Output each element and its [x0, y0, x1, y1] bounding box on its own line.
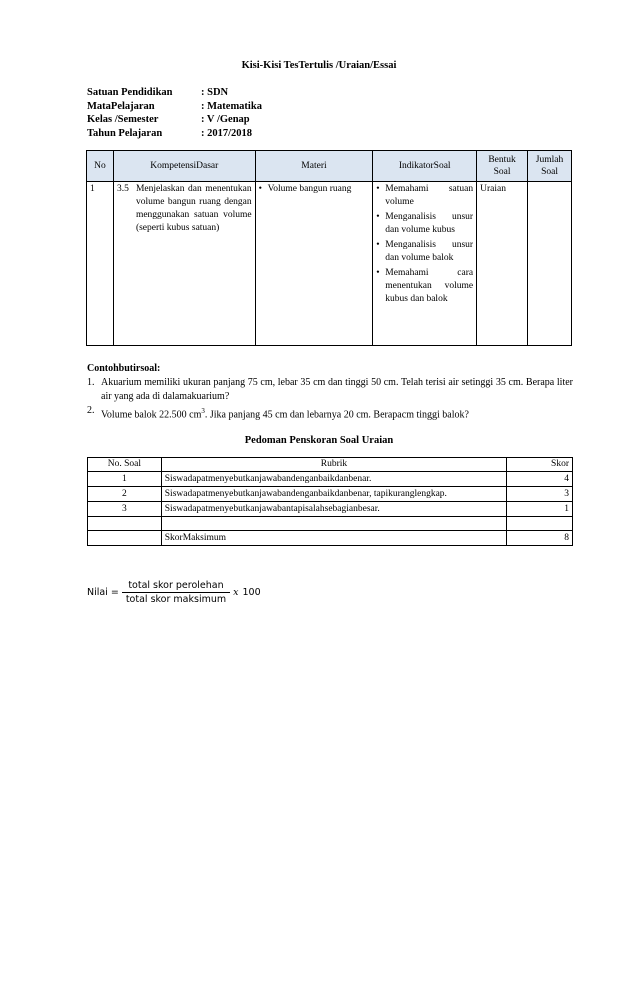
formula-numerator: total skor perolehan	[128, 580, 224, 591]
formula-fraction	[122, 580, 230, 605]
question-number: 1.	[87, 377, 95, 388]
cell-rubrik: Siswadapatmenyebutkanjawabandenganbaikdanbenar.	[161, 472, 506, 487]
header-indikator: IndikatorSoal	[373, 151, 477, 182]
cell-max-label: SkorMaksimum	[161, 531, 506, 546]
table-row	[88, 502, 573, 517]
identity-row	[87, 86, 262, 100]
scoring-table	[87, 457, 573, 546]
cell-no-soal: 1	[88, 472, 162, 487]
cell-no-soal	[88, 517, 162, 531]
cell-skor: 4	[507, 472, 573, 487]
cell-materi	[255, 182, 373, 346]
cell-kompetensi	[113, 182, 255, 346]
score-formula	[87, 580, 261, 605]
identity-key: Kelas /Semester	[87, 114, 159, 125]
header-no: No	[87, 151, 114, 182]
indikator-text: Menganalisis unsur dan volume balok	[385, 240, 474, 263]
materi-text: Volume bangun ruang	[267, 184, 352, 194]
list-item	[87, 404, 573, 422]
cell-skor: 3	[507, 487, 573, 502]
cell-no-soal: 2	[88, 487, 162, 502]
identity-key: Tahun Pelajaran	[87, 127, 163, 139]
table-row	[88, 517, 573, 531]
formula-times: x	[233, 587, 239, 598]
identity-key: MataPelajaran	[87, 100, 155, 112]
grid-header-row	[87, 151, 572, 182]
list-item	[87, 376, 573, 404]
cell-skor	[507, 517, 573, 531]
bullet-icon: •	[376, 184, 380, 194]
cell-no: 1	[87, 182, 114, 346]
question-number: 2.	[87, 405, 95, 416]
list-item	[259, 183, 370, 196]
cell-rubrik: Siswadapatmenyebutkanjawabandenganbaikdanbenar, tapikuranglengkap.	[161, 487, 506, 502]
cell-bentuk: Uraian	[477, 182, 528, 346]
table-row	[88, 531, 573, 546]
bullet-icon: •	[258, 184, 262, 194]
table-row	[87, 182, 572, 346]
scoring-header-row	[88, 458, 573, 472]
question-text-pre: Volume balok 22.500 cm	[101, 409, 202, 421]
list-item	[376, 267, 473, 306]
identity-value: : SDN	[201, 87, 229, 98]
formula-lhs: Nilai =	[87, 587, 119, 598]
indikator-text: Memahami cara menentukan volume kubus dan balok	[385, 268, 474, 304]
cell-jumlah	[528, 182, 572, 346]
identity-row	[87, 100, 262, 114]
header-materi: Materi	[255, 151, 373, 182]
identity-value: : V /Genap	[201, 114, 250, 125]
indikator-text: Menganalisis unsur dan volume kubus	[385, 212, 474, 235]
identity-row	[87, 127, 262, 141]
table-row	[88, 487, 573, 502]
header-rubrik: Rubrik	[161, 458, 506, 472]
scoring-title: Pedoman Penskoran Soal Uraian	[244, 435, 394, 446]
bullet-icon: •	[376, 240, 380, 250]
cell-indikator	[373, 182, 477, 346]
list-item	[376, 211, 473, 237]
grid-table	[86, 150, 572, 346]
cell-rubrik	[161, 517, 506, 531]
identity-row	[87, 113, 262, 127]
indikator-text: Memahami satuan volume	[385, 184, 474, 207]
list-item	[376, 239, 473, 265]
question-text: Akuarium memiliki ukuran panjang 75 cm, lebar 35 cm dan tinggi 50 cm. Telah terisi air setinggi 35 cm. Berapa liter air yang ada di dalamakuarium?	[101, 377, 573, 402]
formula-factor: 100	[242, 587, 261, 598]
question-text-post: . Jika panjang 45 cm dan lebarnya 20 cm. Berapacm tinggi balok?	[204, 409, 469, 421]
cell-skor: 1	[507, 502, 573, 517]
cell-no-soal: 3	[88, 502, 162, 517]
formula-denominator: total skor maksimum	[122, 592, 230, 605]
examples-heading: Contohbutirsoal:	[87, 363, 161, 374]
cell-rubrik: Siswadapatmenyebutkanjawabantapisalahsebagianbesar.	[161, 502, 506, 517]
table-row	[88, 472, 573, 487]
identity-value: : Matematika	[201, 100, 262, 112]
bullet-icon: •	[376, 268, 380, 278]
header-bentuk: Bentuk Soal	[477, 151, 528, 182]
header-jumlah: Jumlah Soal	[528, 151, 572, 182]
identity-block	[87, 86, 262, 140]
page-title: Kisi-Kisi TesTertulis /Uraian/Essai	[241, 60, 397, 71]
kd-text: Menjelaskan dan menentukan volume bangun ruang dengan menggunakan satuan volume (seperti kubus satuan)	[135, 184, 252, 233]
bullet-icon: •	[376, 212, 380, 222]
identity-value: : 2017/2018	[201, 127, 253, 139]
identity-key: Satuan Pendidikan	[87, 87, 173, 98]
header-kompetensi: KompetensiDasar	[113, 151, 255, 182]
list-item	[376, 183, 473, 209]
example-questions	[87, 362, 573, 422]
header-skor: Skor	[507, 458, 573, 472]
header-no-soal: No. Soal	[88, 458, 162, 472]
question-text	[101, 404, 469, 422]
cell-max-value: 8	[507, 531, 573, 546]
superscript: 3	[201, 407, 205, 415]
kd-number: 3.5	[116, 184, 129, 194]
cell-empty	[88, 531, 162, 546]
